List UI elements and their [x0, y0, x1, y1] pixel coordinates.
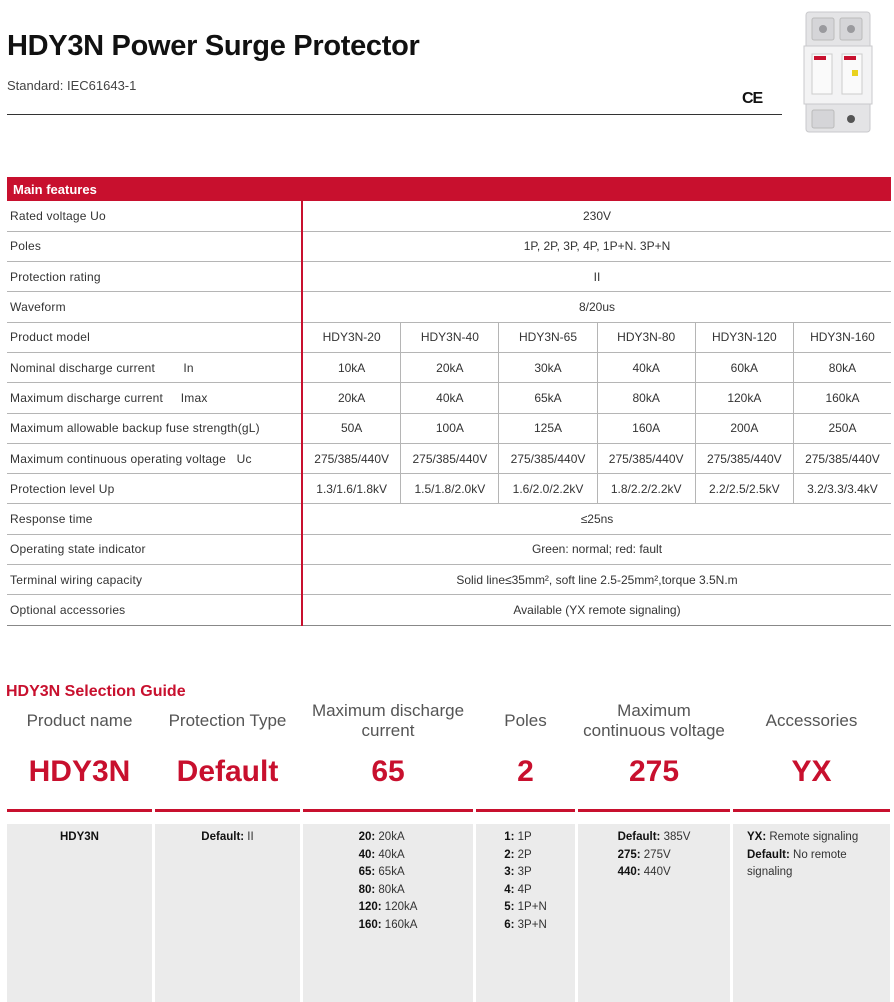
feature-value: 65kA — [499, 383, 597, 413]
feature-value: 20kA — [302, 383, 401, 413]
selection-option — [201, 829, 253, 847]
selection-option — [747, 847, 887, 882]
feature-row — [7, 474, 891, 504]
feature-value: Solid line≤35mm², soft line 2.5-25mm²,torque 3.5N.m — [302, 565, 891, 595]
option-value: 4P — [514, 883, 532, 896]
selection-guide-title: HDY3N Selection Guide — [6, 683, 186, 700]
feature-row — [7, 443, 891, 473]
selection-column-head: Product name — [26, 711, 133, 730]
feature-value: 230V — [302, 201, 891, 231]
option-key: HDY3N — [60, 831, 99, 843]
option-key: 40: — [358, 848, 376, 861]
option-value: 20kA — [375, 831, 405, 843]
option-value: 80kA — [375, 883, 405, 896]
feature-label: Terminal wiring capacity — [7, 565, 302, 595]
selection-column — [476, 690, 575, 812]
feature-value: 8/20us — [302, 292, 891, 322]
option-key: 160: — [358, 918, 382, 931]
selection-option — [618, 829, 691, 847]
selection-option — [359, 917, 418, 935]
feature-value: 275/385/440V — [499, 443, 597, 473]
option-key: 80: — [358, 883, 376, 896]
main-features-table — [7, 201, 891, 626]
feature-label: Operating state indicator — [7, 534, 302, 564]
selection-code: YX — [791, 755, 832, 788]
feature-row — [7, 262, 891, 292]
feature-row — [7, 595, 891, 625]
feature-value: 10kA — [302, 352, 401, 382]
selection-column-head: Poles — [504, 711, 547, 730]
feature-value: 250A — [793, 413, 891, 443]
feature-value: ≤25ns — [302, 504, 891, 534]
selection-divider — [303, 809, 473, 812]
feature-row — [7, 565, 891, 595]
selection-column — [7, 690, 152, 812]
option-key: Default: — [617, 831, 661, 843]
standard-label: Standard: IEC61643-1 — [7, 78, 137, 93]
option-key: 1: — [504, 831, 515, 843]
selection-options-box — [476, 824, 575, 1002]
header-divider — [7, 114, 782, 115]
selection-option — [359, 829, 418, 847]
feature-value: 30kA — [499, 352, 597, 382]
feature-row — [7, 383, 891, 413]
option-value: II — [244, 831, 254, 843]
feature-value: Green: normal; red: fault — [302, 534, 891, 564]
selection-column-head: Maximum discharge current — [311, 701, 465, 740]
option-key: 4: — [504, 883, 515, 896]
selection-option — [504, 864, 547, 882]
feature-value: 1.3/1.6/1.8kV — [302, 474, 401, 504]
selection-column-head: Maximum continuous voltage — [583, 701, 725, 740]
option-value: 385V — [660, 831, 691, 843]
selection-option — [359, 864, 418, 882]
feature-value: 80kA — [793, 352, 891, 382]
option-key: 3: — [504, 866, 515, 879]
feature-value: 1.5/1.8/2.0kV — [401, 474, 499, 504]
option-key: 275: — [617, 848, 641, 861]
feature-value: 1.6/2.0/2.2kV — [499, 474, 597, 504]
option-value: 65kA — [375, 866, 405, 879]
feature-label: Optional accessories — [7, 595, 302, 625]
feature-label: Protection level Up — [7, 474, 302, 504]
selection-option — [747, 829, 887, 847]
option-value: Remote signaling — [766, 831, 859, 843]
feature-value: II — [302, 262, 891, 292]
selection-column — [303, 690, 473, 812]
selection-option — [504, 899, 547, 917]
feature-value: 120kA — [695, 383, 793, 413]
selection-option — [60, 829, 99, 847]
option-value: No remote signaling — [747, 848, 850, 879]
option-value: 120kA — [381, 901, 418, 914]
selection-divider — [7, 809, 152, 812]
feature-value: HDY3N-160 — [793, 322, 891, 352]
surge-protector-product-image — [800, 10, 876, 136]
selection-divider — [476, 809, 575, 812]
feature-row — [7, 292, 891, 322]
option-value: 160kA — [381, 918, 418, 931]
selection-divider — [155, 809, 300, 812]
feature-value: HDY3N-120 — [695, 322, 793, 352]
feature-value: HDY3N-20 — [302, 322, 401, 352]
main-features-heading: Main features — [7, 177, 891, 201]
option-value: 1P+N — [514, 901, 547, 914]
feature-value: 100A — [401, 413, 499, 443]
feature-label: Product model — [7, 322, 302, 352]
selection-option — [504, 829, 547, 847]
option-value: 275V — [640, 848, 671, 861]
feature-label: Waveform — [7, 292, 302, 322]
feature-value: 275/385/440V — [793, 443, 891, 473]
feature-label: Maximum continuous operating voltage Uc — [7, 443, 302, 473]
feature-value: 125A — [499, 413, 597, 443]
feature-row — [7, 534, 891, 564]
selection-option — [359, 847, 418, 865]
selection-option — [504, 882, 547, 900]
feature-value: 20kA — [401, 352, 499, 382]
feature-value: 160kA — [793, 383, 891, 413]
selection-options-box — [733, 824, 890, 1002]
feature-row — [7, 413, 891, 443]
feature-value: HDY3N-40 — [401, 322, 499, 352]
selection-code: HDY3N — [28, 755, 131, 788]
feature-value: 200A — [695, 413, 793, 443]
feature-row — [7, 322, 891, 352]
option-value: 2P — [514, 848, 532, 861]
feature-value: 40kA — [597, 352, 695, 382]
option-key: Default: — [201, 831, 245, 843]
option-value: 1P — [514, 831, 532, 843]
option-value: 3P+N — [514, 918, 547, 931]
option-key: 440: — [617, 866, 641, 879]
selection-column-head: Accessories — [765, 711, 858, 730]
selection-options-box — [303, 824, 473, 1002]
feature-value: 2.2/2.5/2.5kV — [695, 474, 793, 504]
option-key: Default: — [747, 848, 790, 861]
option-value: 3P — [514, 866, 532, 879]
selection-code: 2 — [517, 755, 534, 788]
option-value: 440V — [640, 866, 671, 879]
selection-option — [359, 882, 418, 900]
feature-value: 60kA — [695, 352, 793, 382]
feature-value: 80kA — [597, 383, 695, 413]
selection-divider — [578, 809, 730, 812]
selection-options-box — [155, 824, 300, 1002]
feature-label: Protection rating — [7, 262, 302, 292]
selection-column-head: Protection Type — [168, 711, 287, 730]
feature-value: 275/385/440V — [695, 443, 793, 473]
feature-row — [7, 352, 891, 382]
feature-value: 1P, 2P, 3P, 4P, 1P+N. 3P+N — [302, 231, 891, 261]
feature-label: Rated voltage Uo — [7, 201, 302, 231]
selection-code: Default — [176, 755, 279, 788]
feature-value: HDY3N-80 — [597, 322, 695, 352]
selection-column — [155, 690, 300, 812]
feature-value: 3.2/3.3/3.4kV — [793, 474, 891, 504]
selection-options-box — [7, 824, 152, 1002]
feature-value: HDY3N-65 — [499, 322, 597, 352]
feature-label: Maximum discharge current Imax — [7, 383, 302, 413]
feature-label: Poles — [7, 231, 302, 261]
page-title: HDY3N Power Surge Protector — [7, 30, 420, 62]
selection-option — [504, 917, 547, 935]
option-key: 5: — [504, 901, 515, 914]
feature-value: Available (YX remote signaling) — [302, 595, 891, 625]
feature-value: 1.8/2.2/2.2kV — [597, 474, 695, 504]
feature-row — [7, 201, 891, 231]
feature-value: 275/385/440V — [597, 443, 695, 473]
selection-column — [578, 690, 730, 812]
selection-option — [504, 847, 547, 865]
feature-value: 50A — [302, 413, 401, 443]
feature-row — [7, 231, 891, 261]
feature-value: 275/385/440V — [302, 443, 401, 473]
selection-option — [359, 899, 418, 917]
feature-value: 160A — [597, 413, 695, 443]
selection-option — [618, 864, 691, 882]
option-key: YX: — [747, 831, 767, 843]
feature-label: Nominal discharge current In — [7, 352, 302, 382]
selection-code: 275 — [628, 755, 680, 788]
option-key: 6: — [504, 918, 515, 931]
selection-option — [618, 847, 691, 865]
selection-column — [733, 690, 890, 812]
option-key: 2: — [504, 848, 515, 861]
feature-value: 40kA — [401, 383, 499, 413]
feature-label: Maximum allowable backup fuse strength(gL) — [7, 413, 302, 443]
option-value: 40kA — [375, 848, 405, 861]
feature-value: 275/385/440V — [401, 443, 499, 473]
selection-divider — [733, 809, 890, 812]
option-key: 65: — [358, 866, 376, 879]
option-key: 120: — [358, 901, 382, 914]
option-key: 20: — [358, 831, 376, 843]
selection-code: 65 — [371, 755, 405, 788]
feature-row — [7, 504, 891, 534]
ce-mark: CE — [742, 90, 763, 107]
feature-label: Response time — [7, 504, 302, 534]
selection-options-box — [578, 824, 730, 1002]
